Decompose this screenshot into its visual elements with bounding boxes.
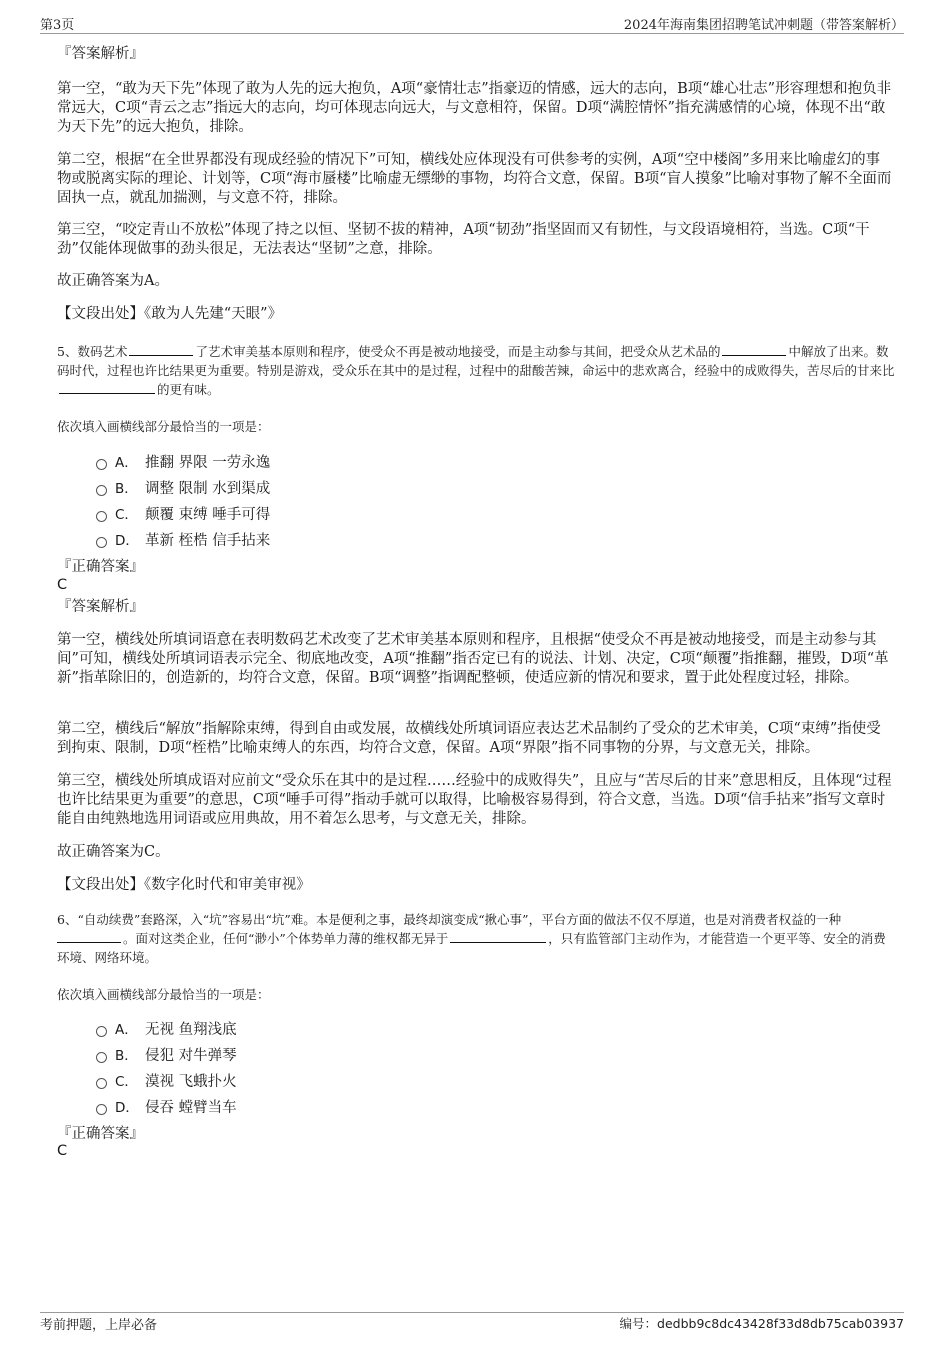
correct-answer: C <box>57 577 68 593</box>
analysis-title: 『答案解析』 <box>57 599 144 615</box>
option-letter: D． <box>115 1100 139 1116</box>
analysis-paragraph: 第一空，“敢为天下先”体现了敢为人先的远大抱负，A项“豪情壮志”指豪迈的情感，远大的志向，B项“雄心壮志”形容理想和抱负非常远大，C项“青云之志”指远大的志向，均可体现志向远大，与文意相符，保留。D项“满腔情怀”指充满感情的心境，体现不出“敢为天下先”的远大抱负，排除。 <box>57 81 892 135</box>
fill-blank <box>450 930 546 943</box>
analysis-paragraph: 第三空，“咬定青山不放松”体现了持之以恒、坚韧不拔的精神，A项“韧劲”指坚固而又有韧性，与文段语境相符，当选。C项“干劲”仅能体现做事的劲头很足，无法表达“坚韧”之意，排除。 <box>57 222 870 257</box>
answer-title: 『正确答案』 <box>57 559 144 575</box>
option-c[interactable] <box>96 1070 237 1090</box>
stem-text: 6、“自动续费”套路深，入“坑”容易出“坑”难。本是便利之事，最终却演变成“揪心事”，平台方面的做法不仅不厚道，也是对消费者权益的一种 <box>57 912 842 927</box>
radio-icon[interactable] <box>96 1104 107 1115</box>
source-citation: 【文段出处】《数字化时代和审美审视》 <box>57 877 311 893</box>
question-stem <box>57 910 897 967</box>
fill-blank <box>57 930 121 943</box>
option-text: 无视 鱼翔浅底 <box>145 1021 237 1038</box>
page-footer <box>40 1314 904 1333</box>
option-text: 侵吞 螳臂当车 <box>145 1099 237 1116</box>
option-letter: C． <box>115 507 138 523</box>
option-d[interactable] <box>96 1096 237 1116</box>
source-citation: 【文段出处】《敢为人先建“天眼”》 <box>57 306 283 322</box>
stem-text: ，只有监管部门主动作为，才能营造一个更平等、安全的消费环境、网络环境。 <box>57 931 886 965</box>
stem-text: 。面对这类企业，任何“渺小”个体势单力薄的维权都无异于 <box>123 931 449 946</box>
radio-icon[interactable] <box>96 537 107 548</box>
option-letter: C． <box>115 1074 138 1090</box>
option-text: 颠覆 束缚 唾手可得 <box>145 506 271 523</box>
option-b[interactable] <box>96 1044 237 1064</box>
option-a[interactable] <box>96 1018 237 1038</box>
option-letter: D． <box>115 533 139 549</box>
page-number: 第3页 <box>40 18 75 33</box>
footer-divider <box>40 1312 904 1313</box>
option-b[interactable] <box>96 477 270 497</box>
stem-text: 5、数码艺术 <box>57 344 128 359</box>
fill-blank <box>722 343 786 356</box>
conclusion: 故正确答案为A。 <box>57 273 169 289</box>
option-text: 调整 限制 水到渠成 <box>145 480 271 497</box>
option-letter: A． <box>115 455 138 471</box>
option-a[interactable] <box>96 451 270 471</box>
radio-icon[interactable] <box>96 485 107 496</box>
analysis-paragraph: 第三空，横线处所填成语对应前文“受众乐在其中的是过程……经验中的成败得失”，且应与“苦尽后的甘来”意思相反，且体现“过程也许比结果更为重要”的意思，C项“唾手可得”指动手就可以取得，比喻极容易得到，符合文意，当选。D项“信手拈来”指写文章时能自由纯熟地选用词语或应用典故，用不着怎么思考，与文意无关，排除。 <box>57 773 892 827</box>
question-stem <box>57 342 897 399</box>
stem-text: 了艺术审美基本原则和程序，使受众不再是被动地接受，而是主动参与其间，把受众从艺术品的 <box>195 344 721 359</box>
option-text: 推翻 界限 一劳永逸 <box>145 454 271 471</box>
header-divider <box>40 33 904 34</box>
question-prompt: 依次填入画横线部分最恰当的一项是： <box>57 987 270 1002</box>
page-header <box>40 14 904 33</box>
option-text: 侵犯 对牛弹琴 <box>145 1047 237 1064</box>
option-letter: B． <box>115 1048 138 1064</box>
option-d[interactable] <box>96 529 270 549</box>
stem-text: 的更有味。 <box>157 382 220 397</box>
option-letter: B． <box>115 481 138 497</box>
option-text: 革新 桎梏 信手拈来 <box>145 532 271 549</box>
fill-blank <box>129 343 193 356</box>
analysis-paragraph: 第二空，根据“在全世界都没有现成经验的情况下”可知，横线处应体现没有可供参考的实例，A项“空中楼阁”多用来比喻虚幻的事物或脱离实际的理论、计划等，C项“海市蜃楼”比喻虚无缥缈的事物，均符合文意，保留。B项“盲人摸象”比喻对事物了解不全面而固执一点，就乱加揣测，与文意不符，排除。 <box>57 152 892 206</box>
conclusion: 故正确答案为C。 <box>57 844 170 860</box>
option-text: 漠视 飞蛾扑火 <box>145 1073 237 1090</box>
analysis-title: 『答案解析』 <box>57 46 144 62</box>
stem-text: 中解放了出来。数码时代，过程也许比结果更为重要。特别是游戏，受众乐在其中的是过程，过程中的甜酸苦辣，命运中的悲欢离合，经验中的成败得失，苦尽后的甘来比 <box>57 344 895 378</box>
option-letter: A． <box>115 1022 138 1038</box>
radio-icon[interactable] <box>96 1052 107 1063</box>
fill-blank <box>59 381 155 394</box>
radio-icon[interactable] <box>96 1078 107 1089</box>
document-title: 2024年海南集团招聘笔试冲刺题（带答案解析） <box>623 18 904 33</box>
option-c[interactable] <box>96 503 270 523</box>
radio-icon[interactable] <box>96 1026 107 1037</box>
radio-icon[interactable] <box>96 459 107 470</box>
footer-slogan: 考前押题，上岸必备 <box>40 1318 158 1333</box>
analysis-paragraph: 第一空，横线处所填词语意在表明数码艺术改变了艺术审美基本原则和程序，且根据“使受众不再是被动地接受，而是主动参与其间”可知，横线处所填词语表示完全、彻底地改变，A项“推翻”指否定已有的说法、计划、决定，C项“颠覆”指推翻，摧毁，D项“革新”指革除旧的，创造新的，均符合文意，保留。B项“调整”指调配整顿，使适应新的情况和要求，置于此处程度过轻，排除。 <box>57 632 889 686</box>
correct-answer: C <box>57 1143 68 1159</box>
answer-title: 『正确答案』 <box>57 1126 144 1142</box>
radio-icon[interactable] <box>96 511 107 522</box>
question-prompt: 依次填入画横线部分最恰当的一项是： <box>57 419 270 434</box>
document-code: 编号：dedbb9c8dc43428f33d8db75cab03937 <box>619 1316 904 1331</box>
analysis-paragraph: 第二空，横线后“解放”指解除束缚，得到自由或发展，故横线处所填词语应表达艺术品制约了受众的艺术审美，C项“束缚”指使受到拘束、限制，D项“桎梏”比喻束缚人的东西，均符合文意，保留。A项“界限”指不同事物的分界，与文意无关，排除。 <box>57 721 881 756</box>
